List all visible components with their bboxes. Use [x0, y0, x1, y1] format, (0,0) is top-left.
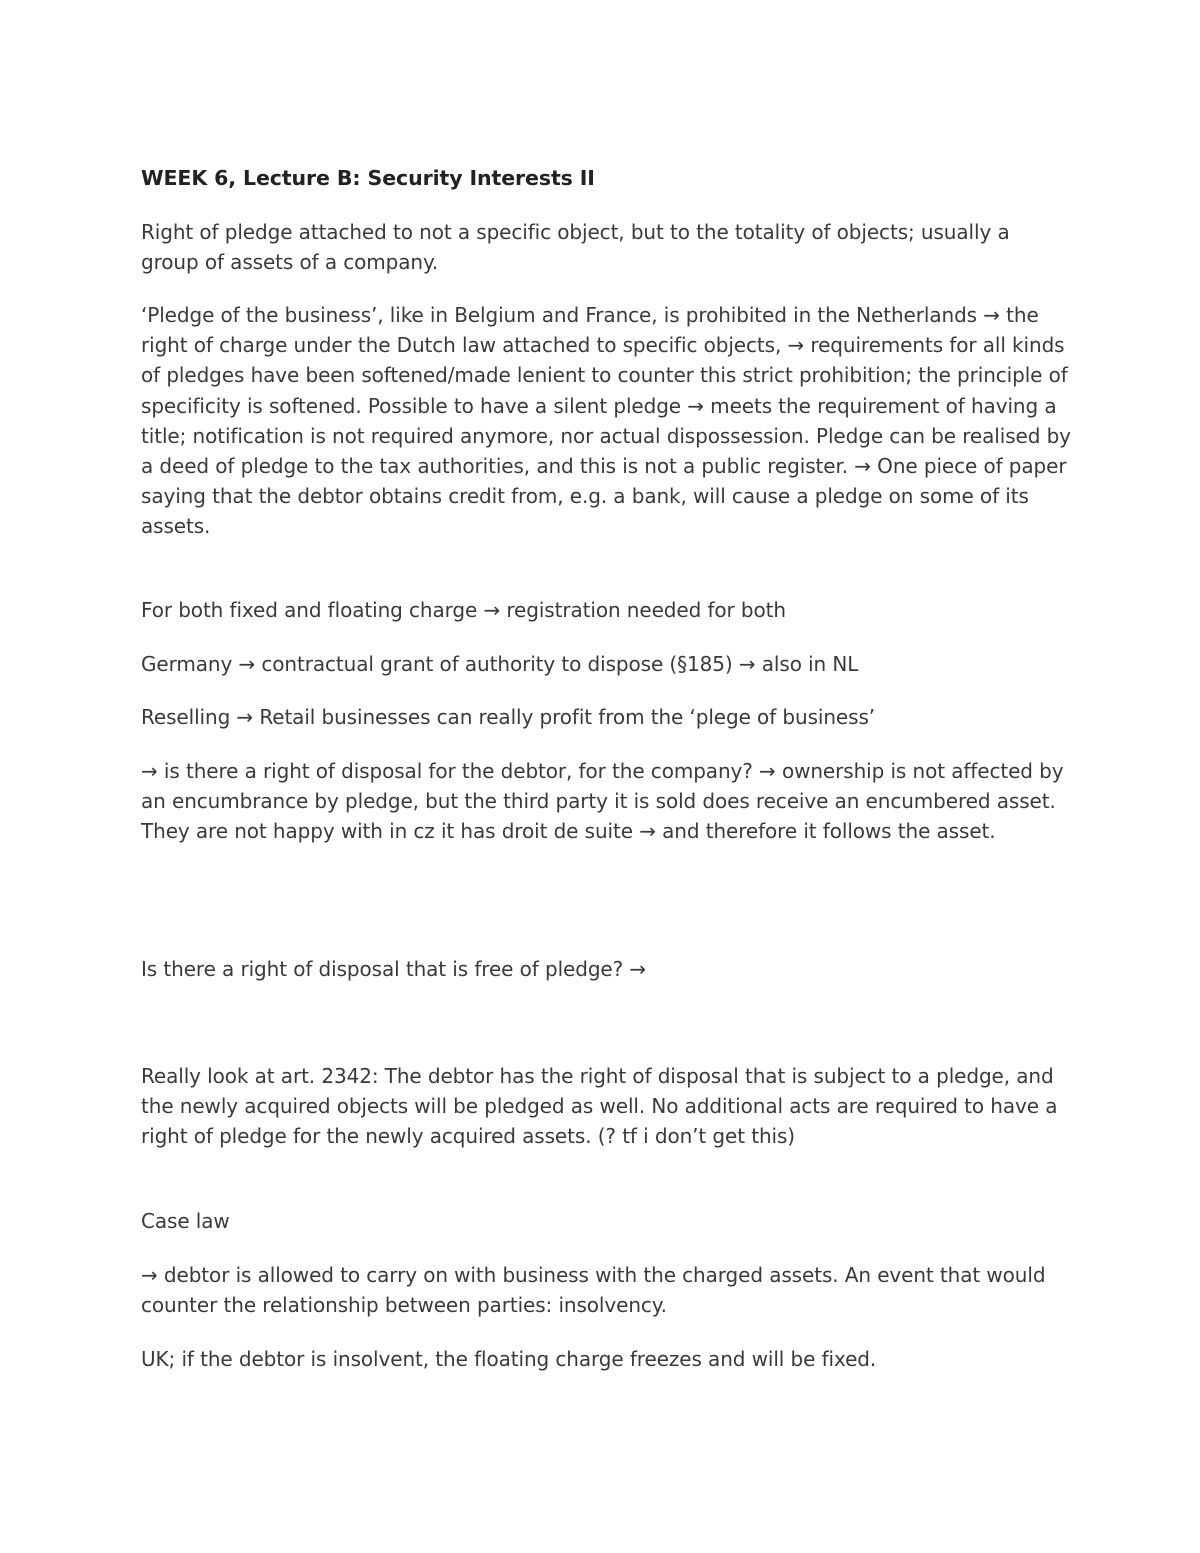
paragraph-reselling: Reselling → Retail businesses can really profit from the ‘plege of business’	[141, 705, 876, 729]
document-title: WEEK 6, Lecture B: Security Interests II	[141, 166, 595, 190]
paragraph-pledge-of-business: ‘Pledge of the business’, like in Belgium and France, is prohibited in the Netherlands → the right of charge under the Dutch law attached to specific objects, → requirements for all kinds of pledges have been softened/made lenient to counter this strict prohibition; the principle of specificity is softened. Possible to have a silent pledge → meets the requirement of having a title; notification is not required anymore, nor actual dispossession. Pledge can be realised by a deed of pledge to the tax authorities, and this is not a public register. → One piece of paper saying that the debtor obtains credit from, e.g. a bank, will cause a pledge on some of its assets.	[141, 303, 1071, 539]
paragraph-free-of-pledge-question: Is there a right of disposal that is free of pledge? →	[141, 957, 647, 981]
paragraph-fixed-floating-charge: For both fixed and floating charge → registration needed for both	[141, 598, 786, 622]
paragraph-right-of-disposal: → is there a right of disposal for the debtor, for the company? → ownership is not affected by an encumbrance by pledge, but the third party it is sold does receive an encumbered asset. They are not happy with in cz it has droit de suite → and therefore it follows the asset.	[141, 759, 1064, 844]
paragraph-case-law-heading: Case law	[141, 1209, 230, 1233]
paragraph-germany: Germany → contractual grant of authority to dispose (§185) → also in NL	[141, 652, 859, 676]
paragraph-pledge-totality: Right of pledge attached to not a specific object, but to the totality of objects; usually a group of assets of a company.	[141, 220, 1010, 275]
paragraph-debtor-business: → debtor is allowed to carry on with business with the charged assets. An event that would counter the relationship between parties: insolvency.	[141, 1263, 1046, 1318]
paragraph-art-2342: Really look at art. 2342: The debtor has the right of disposal that is subject to a pledge, and the newly acquired objects will be pledged as well. No additional acts are required to have a right of pledge for the newly acquired assets. (? tf i don’t get this)	[141, 1064, 1058, 1149]
paragraph-uk-floating-charge: UK; if the debtor is insolvent, the floating charge freezes and will be fixed.	[141, 1347, 877, 1371]
